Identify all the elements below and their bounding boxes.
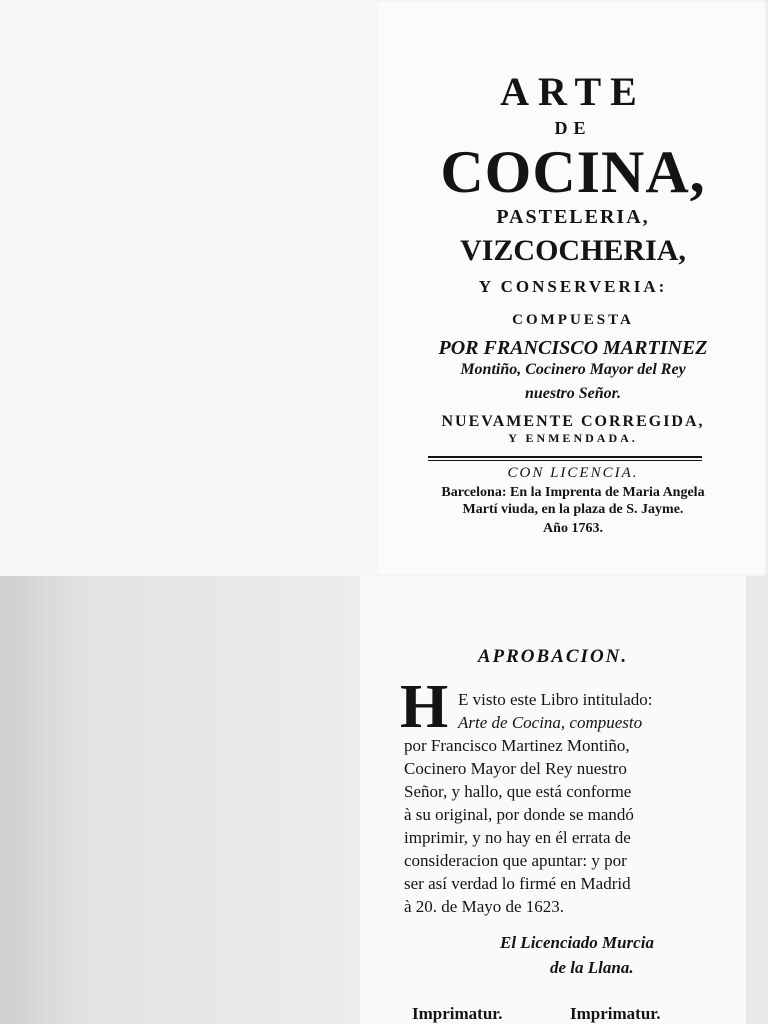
author-name: POR FRANCISCO MARTINEZ: [438, 337, 708, 359]
signature-line: El Licenciado Murcia: [500, 933, 654, 952]
imprimatur-right: Imprimatur.: [570, 1004, 661, 1023]
divider-thin: [428, 460, 702, 461]
edition-note: NUEVAMENTE CORREGIDA,: [441, 413, 705, 430]
body-line: à su original, por donde se mandó: [404, 805, 634, 824]
body-line: por Francisco Martinez Montiño,: [404, 736, 630, 755]
title-arte: ARTE: [500, 69, 646, 114]
compuesta-label: COMPUESTA: [512, 312, 634, 328]
author-title-cont: nuestro Señor.: [524, 385, 622, 402]
author-title: Montiño, Cocinero Mayor del Rey: [460, 361, 686, 378]
body-line: Cocinero Mayor del Rey nuestro: [404, 759, 627, 778]
page-edge-strip: [746, 576, 768, 1024]
body-line: E visto este Libro intitulado:: [458, 690, 653, 709]
drop-cap: H: [400, 673, 449, 741]
signature-line-cont: de la Llana.: [550, 958, 634, 977]
imprint-line-cont: Martí viuda, en la plaza de S. Jayme.: [462, 502, 684, 517]
license-line: CON LICENCIA.: [507, 465, 639, 481]
body-line: imprimir, y no hay en él errata de: [404, 828, 631, 847]
imprint-line: Barcelona: En la Imprenta de Maria Angela: [441, 485, 705, 500]
subtitle-pasteleria: PASTELERIA,: [496, 206, 650, 228]
approval-page: [360, 576, 746, 1024]
subtitle-conserveria: Y CONSERVERIA:: [478, 277, 668, 296]
body-line: Señor, y hallo, que está conforme: [404, 782, 632, 801]
title-cocina: COCINA,: [440, 139, 706, 205]
approval-heading: APROBACION.: [477, 646, 629, 667]
body-line: à 20. de Mayo de 1623.: [404, 897, 565, 916]
divider-thick: [428, 456, 702, 458]
title-de: DE: [554, 118, 592, 138]
imprimatur-left: Imprimatur.: [412, 1004, 503, 1023]
title-page: [378, 0, 768, 576]
body-line: Arte de Cocina, compuesto: [458, 713, 643, 732]
body-line: ser así verdad lo firmé en Madrid: [404, 874, 631, 893]
imprint-year: Año 1763.: [543, 521, 603, 536]
subtitle-vizcocheria: VIZCOCHERIA,: [460, 234, 686, 267]
blank-left-page-top: [0, 0, 378, 576]
blank-left-page-bottom: [0, 576, 360, 1024]
body-line: consideracion que apuntar: y por: [404, 851, 627, 870]
edition-note-cont: Y ENMENDADA.: [508, 431, 638, 445]
